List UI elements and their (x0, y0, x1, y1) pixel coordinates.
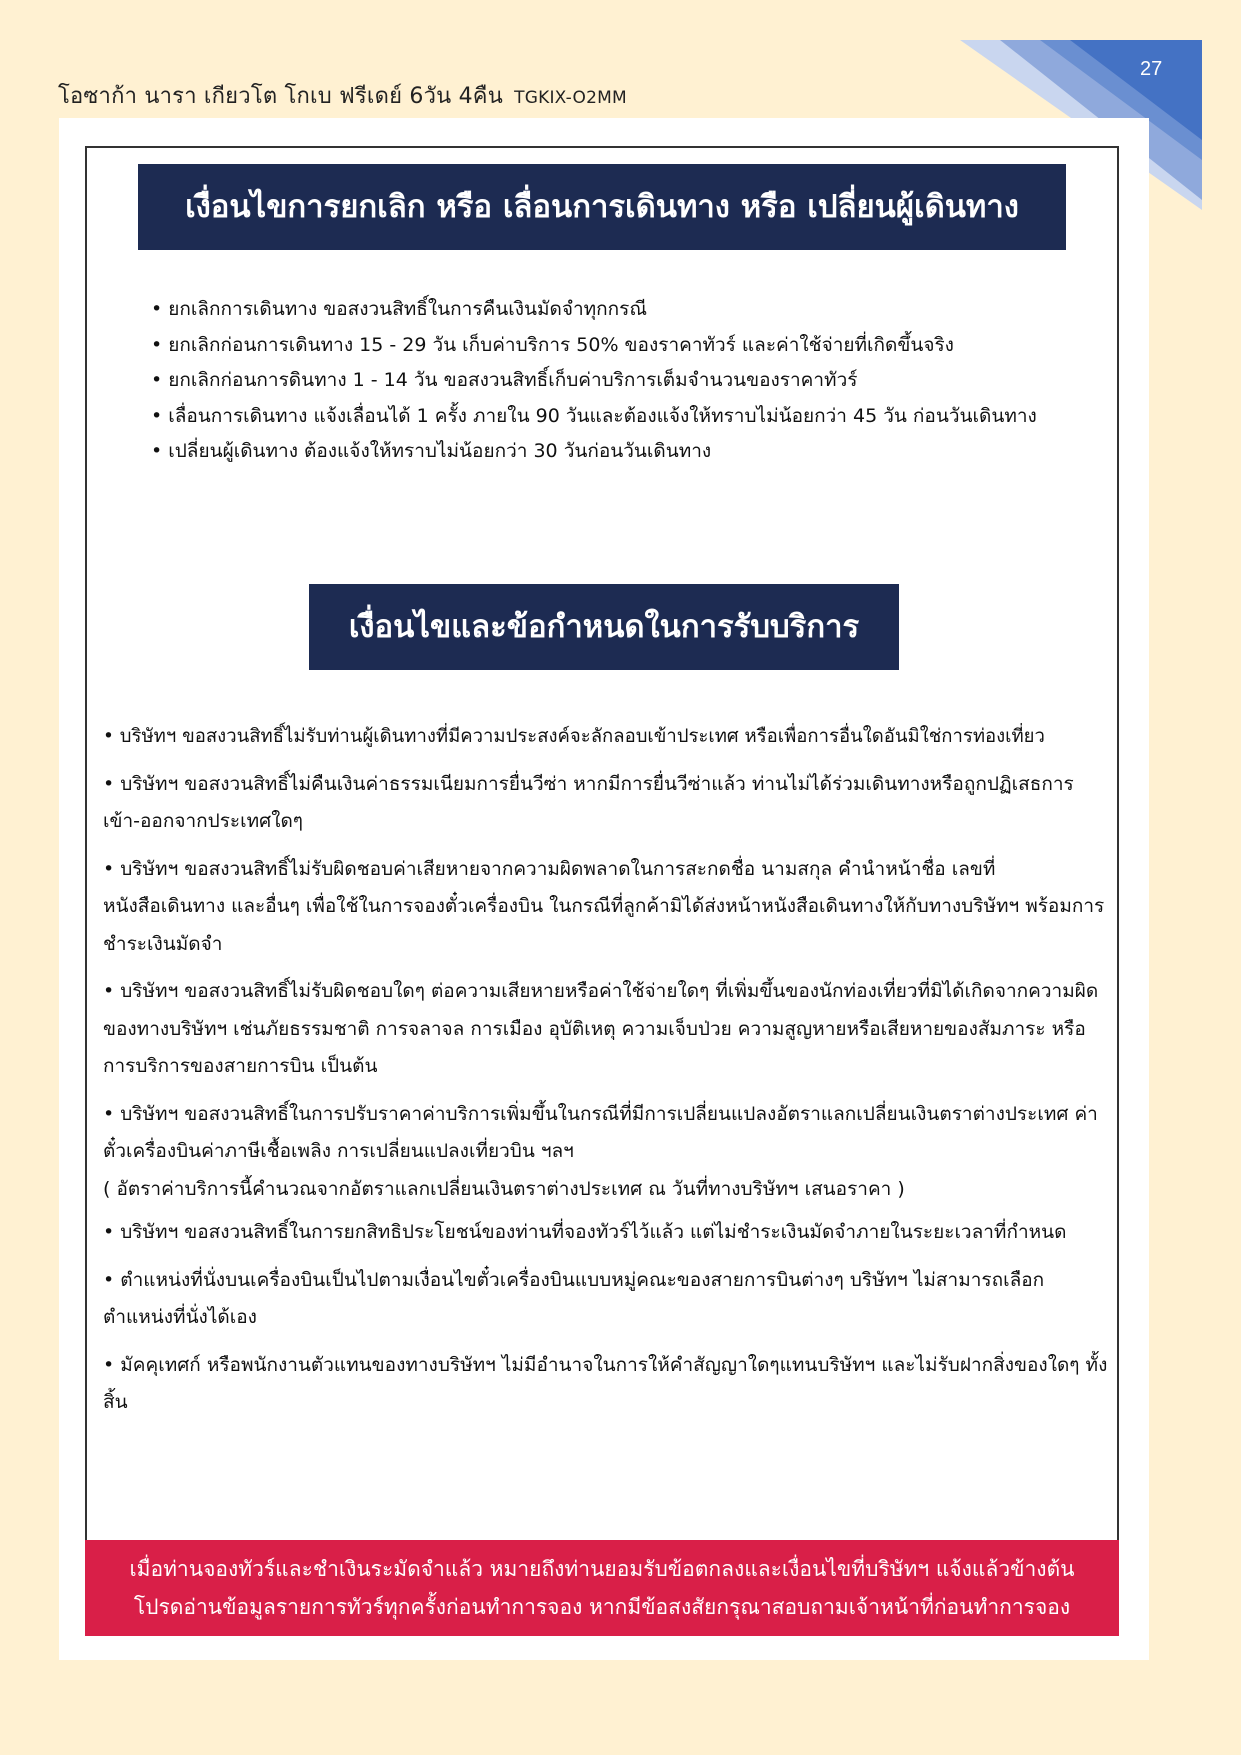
rate-note: ( อัตราค่าบริการนี้คำนวณจากอัตราแลกเปลี่ยนเงินตราต่างประเทศ ณ วันที่ทางบริษัทฯ เสนอราคา ) (103, 1177, 905, 1200)
tour-title: โอซาก้า นารา เกียวโต โกเบ ฟรีเดย์ 6วัน 4คืน (58, 84, 503, 109)
footer-line-2: โปรดอ่านข้อมูลรายการทัวร์ทุกครั้งก่อนทำการจอง หากมีข้อสงสัยกรุณาสอบถามเจ้าหน้าที่ก่อนทำการจอง (133, 1595, 1071, 1619)
list-item: • ยกเลิกก่อนการดินทาง 1 - 14 วัน ขอสงวนสิทธิ์เก็บค่าบริการเต็มจำนวนของราคาทัวร์ (151, 363, 1111, 399)
cancellation-list (151, 292, 1111, 470)
list-item: • บริษัทฯ ขอสงวนสิทธิ์ในการยกสิทธิประโยชน์ของท่านที่จองทัวร์ไว้แล้ว แต่ไม่ชำระเงินมัดจำภายในระยะเวลาที่กำหนด (103, 1214, 1108, 1252)
page-number: 27 (1140, 58, 1163, 80)
content-sheet (59, 118, 1149, 1660)
list-item: • ยกเลิกก่อนการเดินทาง 15 - 29 วัน เก็บค่าบริการ 50% ของราคาทัวร์ และค่าใช้จ่ายที่เกิดขึ้นจริง (151, 328, 1111, 364)
list-item: • บริษัทฯ ขอสงวนสิทธิ์ไม่รับผิดชอบค่าเสียหายจากความผิดพลาดในการสะกดชื่อ นามสกุล คำนำหน้าชื่อ เลขที่หนังสือเดินทาง และอื่นๆ เพื่อใช้ในการจองตั๋วเครื่องบิน ในกรณีที่ลูกค้ามิได้ส่งหน้าหนังสือเดินทางให้กับทางบริษัทฯ พร้อมการชำระเงินมัดจำ (103, 851, 1108, 964)
list-item-text: บริษัทฯ ขอสงวนสิทธิ์ในการปรับราคาค่าบริการเพิ่มขึ้นในกรณีที่มีการเปลี่ยนแปลงอัตราแลกเปลี่ยนเงินตราต่างประเทศ ค่าตั๋วเครื่องบินค่าภาษีเชื้อเพลิง การเปลี่ยนแปลงเที่ยวบิน ฯลฯ (103, 1102, 1098, 1162)
page-header (58, 78, 627, 113)
terms-title: เงื่อนไขและข้อกำหนดในการรับบริการ (309, 584, 899, 670)
list-item: • เลื่อนการเดินทาง แจ้งเลื่อนได้ 1 ครั้ง ภายใน 90 วันและต้องแจ้งให้ทราบไม่น้อยกว่า 45 วัน ก่อนวันเดินทาง (151, 399, 1111, 435)
cancellation-title: เงื่อนไขการยกเลิก หรือ เลื่อนการเดินทาง หรือ เปลี่ยนผู้เดินทาง (138, 164, 1066, 250)
list-item: • ตำแหน่งที่นั่งบนเครื่องบินเป็นไปตามเงื่อนไขตั๋วเครื่องบินแบบหมู่คณะของสายการบินต่างๆ บริษัทฯ ไม่สามารถเลือกตำแหน่งที่นั่งได้เอง (103, 1262, 1108, 1337)
list-item: • ยกเลิกการเดินทาง ขอสงวนสิทธิ์ในการคืนเงินมัดจำทุกกรณี (151, 292, 1111, 328)
footer-notice (85, 1540, 1119, 1636)
list-item: • มัคคุเทศก์ หรือพนักงานตัวแทนของทางบริษัทฯ ไม่มีอำนาจในการให้คำสัญญาใดๆแทนบริษัทฯ และไม่รับฝากสิ่งของใดๆ ทั้งสิ้น (103, 1347, 1108, 1422)
terms-list (103, 718, 1108, 1432)
list-item: • เปลี่ยนผู้เดินทาง ต้องแจ้งให้ทราบไม่น้อยกว่า 30 วันก่อนวันเดินทาง (151, 434, 1111, 470)
list-item: • บริษัทฯ ขอสงวนสิทธิ์ไม่รับผิดชอบใดๆ ต่อความเสียหายหรือค่าใช้จ่ายใดๆ ที่เพิ่มขึ้นของนักท่องเที่ยวที่มิได้เกิดจากความผิดของทางบริษัทฯ เช่นภัยธรรมชาติ การจลาจล การเมือง อุบัติเหตุ ความเจ็บป่วย ความสูญหายหรือเสียหายของสัมภาระ หรือการบริการของสายการบิน เป็นต้น (103, 973, 1108, 1086)
footer-line-1: เมื่อท่านจองทัวร์และชำเงินระมัดจำแล้ว หมายถึงท่านยอมรับข้อตกลงและเงื่อนไขที่บริษัทฯ แจ้งแล้วข้างต้น (129, 1557, 1075, 1581)
list-item: • บริษัทฯ ขอสงวนสิทธิ์ไม่คืนเงินค่าธรรมเนียมการยื่นวีซ่า หากมีการยื่นวีซ่าแล้ว ท่านไม่ได้ร่วมเดินทางหรือถูกปฏิเสธการเข้า-ออกจากประเทศใดๆ (103, 766, 1108, 841)
list-item (103, 1096, 1108, 1209)
list-item: • บริษัทฯ ขอสงวนสิทธิ์ไม่รับท่านผู้เดินทางที่มีความประสงค์จะลักลอบเข้าประเทศ หรือเพื่อการอื่นใดอันมิใช่การท่องเที่ยว (103, 718, 1108, 756)
tour-code: TGKIX-O2MM (514, 88, 627, 108)
